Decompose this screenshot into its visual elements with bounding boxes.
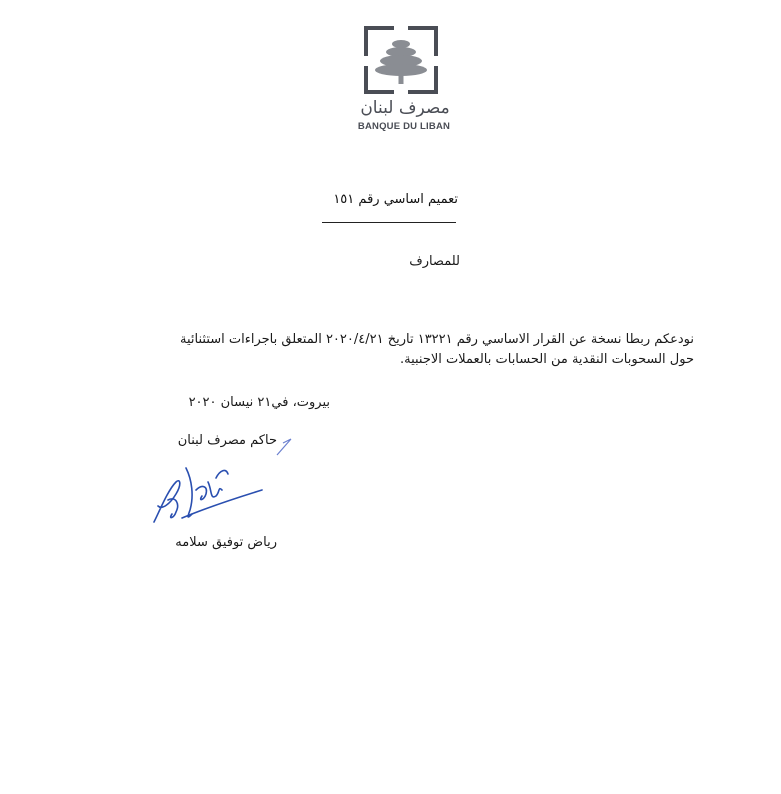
title-underline — [322, 222, 456, 223]
recipient: للمصارف — [409, 254, 460, 269]
bank-name-french: BANQUE DU LIBAN — [357, 121, 451, 132]
body-line: نودعكم ربطا نسخة عن القرار الاساسي رقم ١٣٢٢١ تاريخ ٢٠٢٠/٤/٢١ المتعلق باجراءات استثنائية — [180, 332, 694, 347]
document-title: تعميم اساسي رقم ١٥١ — [333, 192, 458, 207]
signer-title: حاكم مصرف لبنان — [177, 433, 277, 448]
date-line: بيروت، في٢١ نيسان ٢٠٢٠ — [188, 395, 330, 410]
document-body — [100, 330, 694, 370]
cedar-tree-icon — [364, 26, 438, 94]
bank-logo — [364, 26, 438, 94]
handwritten-signature — [146, 460, 266, 530]
signer-name: رياض توفيق سلامه — [175, 535, 277, 550]
bank-name-arabic: مصرف لبنان — [360, 98, 450, 118]
body-line: حول السحوبات النقدية من الحسابات بالعملات الاجنبية. — [399, 352, 694, 367]
pen-tick-mark — [273, 435, 297, 459]
